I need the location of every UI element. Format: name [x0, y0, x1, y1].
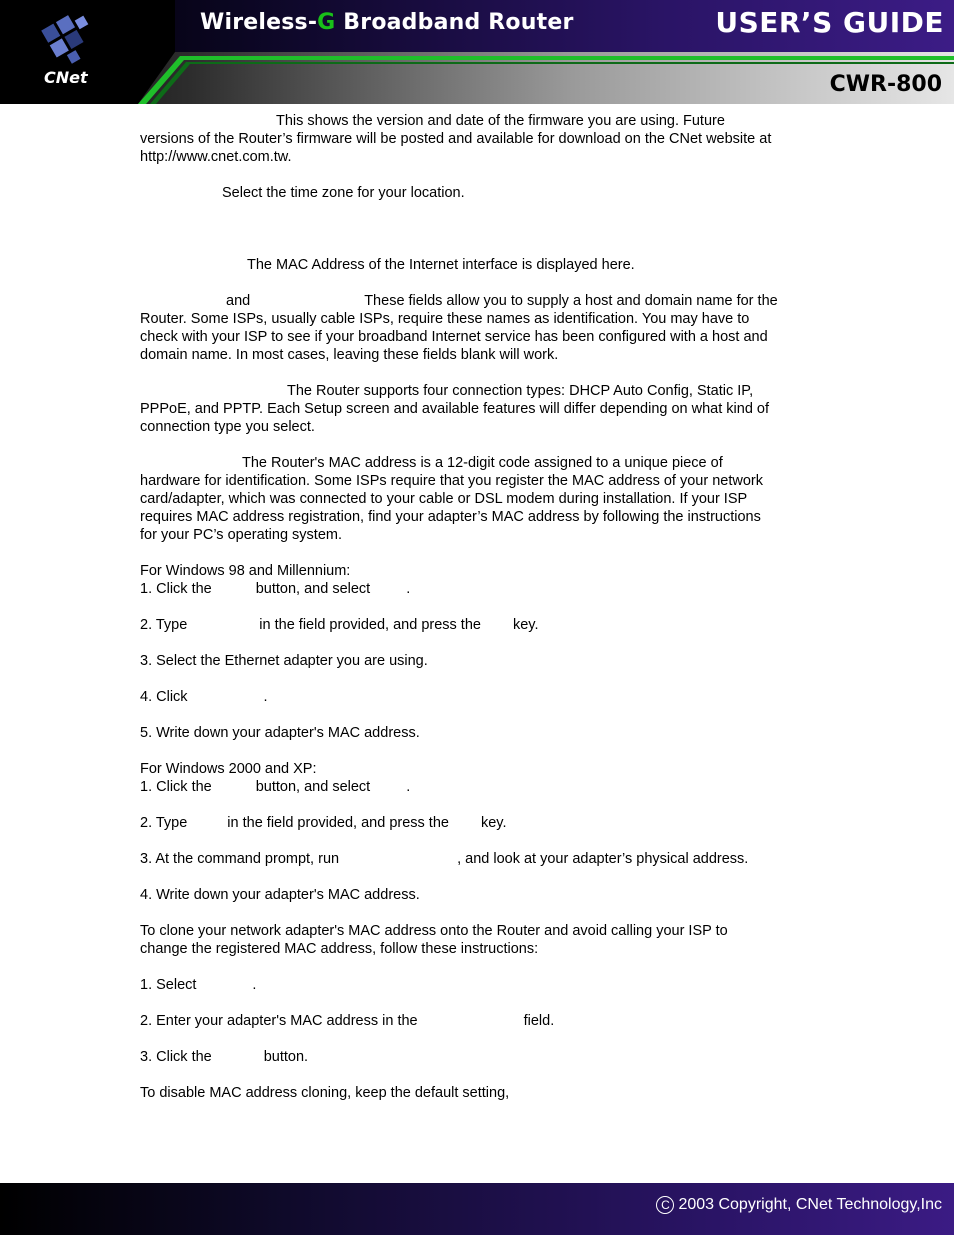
text-line: Router. Some ISPs, usually cable ISPs, require these names as identification. You may have to: [140, 311, 750, 327]
text-line: requires MAC address registration, find your adapter’s MAC address by following the instructions: [140, 509, 761, 525]
text-line: 5. Write down your adapter's MAC address.: [140, 725, 420, 741]
text-line: domain name. In most cases, leaving these fields blank will work.: [140, 347, 559, 363]
text-line: To clone your network adapter's MAC address onto the Router and avoid calling your ISP to: [140, 923, 728, 939]
text-line: 1. Click the button, and select .: [140, 581, 411, 597]
text-line: 2. Type in the field provided, and press the key.: [140, 617, 539, 633]
copyright-notice: [656, 1196, 942, 1214]
text-line: for your PC’s operating system.: [140, 527, 343, 543]
cnet-logo-icon: [40, 6, 104, 66]
text-line: card/adapter, which was connected to your cable or DSL modem during installation. If your ISP: [140, 491, 748, 507]
text-line: For Windows 2000 and XP:: [140, 761, 317, 777]
text-line: 4. Click .: [140, 689, 268, 705]
text-line: For Windows 98 and Millennium:: [140, 563, 351, 579]
text-line: 3. Click the button.: [140, 1049, 309, 1065]
text-line: The Router's MAC address is a 12-digit code assigned to a unique piece of: [242, 455, 723, 471]
text-line: The Router supports four connection types: DHCP Auto Config, Static IP,: [287, 383, 754, 399]
users-guide-title: USER’S GUIDE: [715, 6, 944, 39]
text-line: This shows the version and date of the firmware you are using. Future: [276, 113, 725, 129]
product-title: Wireless-G Broadband Router: [200, 10, 574, 35]
page-footer: [0, 1183, 954, 1235]
text-line: 2. Enter your adapter's MAC address in the field.: [140, 1013, 555, 1029]
text-line: connection type you select.: [140, 419, 315, 435]
text-line: PPPoE, and PPTP. Each Setup screen and available features will differ depending on what kind of: [140, 401, 770, 417]
text-line: 1. Select .: [140, 977, 257, 993]
text-line: change the registered MAC address, follow these instructions:: [140, 941, 539, 957]
cnet-logo-text: CNet: [44, 68, 88, 87]
text-line: The MAC Address of the Internet interface is displayed here.: [247, 257, 635, 273]
text-line: http://www.cnet.com.tw.: [140, 149, 292, 165]
model-number: CWR-800: [829, 72, 942, 97]
text-line: and These fields allow you to supply a host and domain name for the: [226, 293, 778, 309]
text-line: versions of the Router’s firmware will be posted and available for download on the CNet website at: [140, 131, 772, 147]
document-body: [140, 112, 820, 1102]
page-header: [0, 0, 954, 104]
text-line: Select the time zone for your location.: [222, 185, 465, 201]
text-line: To disable MAC address cloning, keep the default setting,: [140, 1085, 510, 1101]
text-line: 3. At the command prompt, run , and look at your adapter’s physical address.: [140, 851, 749, 867]
text-line: check with your ISP to see if your broadband Internet service has been configured with a host and: [140, 329, 768, 345]
copyright-text: 2003 Copyright, CNet Technology,Inc: [678, 1196, 942, 1213]
text-line: hardware for identification. Some ISPs require that you register the MAC address of your network: [140, 473, 763, 489]
text-line: 3. Select the Ethernet adapter you are using.: [140, 653, 428, 669]
text-line: 4. Write down your adapter's MAC address.: [140, 887, 420, 903]
text-line: 2. Type in the field provided, and press the key.: [140, 815, 507, 831]
text-line: 1. Click the button, and select .: [140, 779, 411, 795]
copyright-icon: C: [656, 1196, 674, 1214]
